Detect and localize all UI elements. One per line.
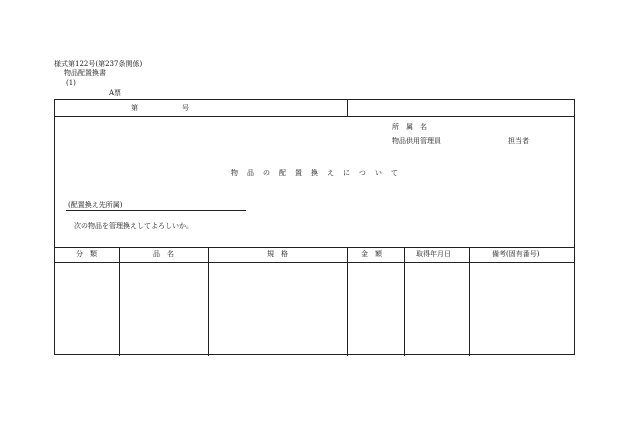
col-remarks: 備考(固有番号) xyxy=(492,250,540,258)
item-name-cell[interactable] xyxy=(120,263,208,355)
number-label-dai: 第 xyxy=(131,104,138,112)
document-title: 物品の配置換えについて xyxy=(231,169,407,177)
col-specification: 規 格 xyxy=(267,250,288,258)
col-classification: 分 類 xyxy=(76,250,97,258)
form-name: 物品配置換書 xyxy=(64,69,106,77)
remarks-cell[interactable] xyxy=(470,263,575,355)
request-text: 次の物品を管理換えしてよろしいか。 xyxy=(74,222,193,230)
form-number: 様式第122号(第237条関係) xyxy=(54,60,143,68)
destination-field[interactable] xyxy=(139,198,245,210)
number-label-go: 号 xyxy=(182,104,189,112)
col-acquisition-date: 取得年月日 xyxy=(416,250,451,258)
acquisition-date-cell[interactable] xyxy=(405,263,469,355)
specification-cell[interactable] xyxy=(209,263,347,355)
manager-label: 物品供用管理員 xyxy=(392,137,441,145)
affiliation-label: 所 属 名 xyxy=(392,123,427,131)
slip-label: A票 xyxy=(109,89,122,97)
number-field[interactable] xyxy=(141,101,179,115)
form-frame xyxy=(54,99,575,355)
classification-cell[interactable] xyxy=(55,263,119,355)
destination-label: (配置換え先所属) xyxy=(68,201,123,209)
person-in-charge-label: 担当者 xyxy=(508,137,529,145)
divider xyxy=(55,116,574,117)
number-input[interactable] xyxy=(347,100,575,116)
sub-number: (1) xyxy=(66,79,76,87)
col-amount: 金 額 xyxy=(361,250,382,258)
amount-cell[interactable] xyxy=(348,263,404,355)
col-item-name: 品 名 xyxy=(153,250,174,258)
divider xyxy=(55,247,574,248)
destination-underline xyxy=(66,210,246,211)
